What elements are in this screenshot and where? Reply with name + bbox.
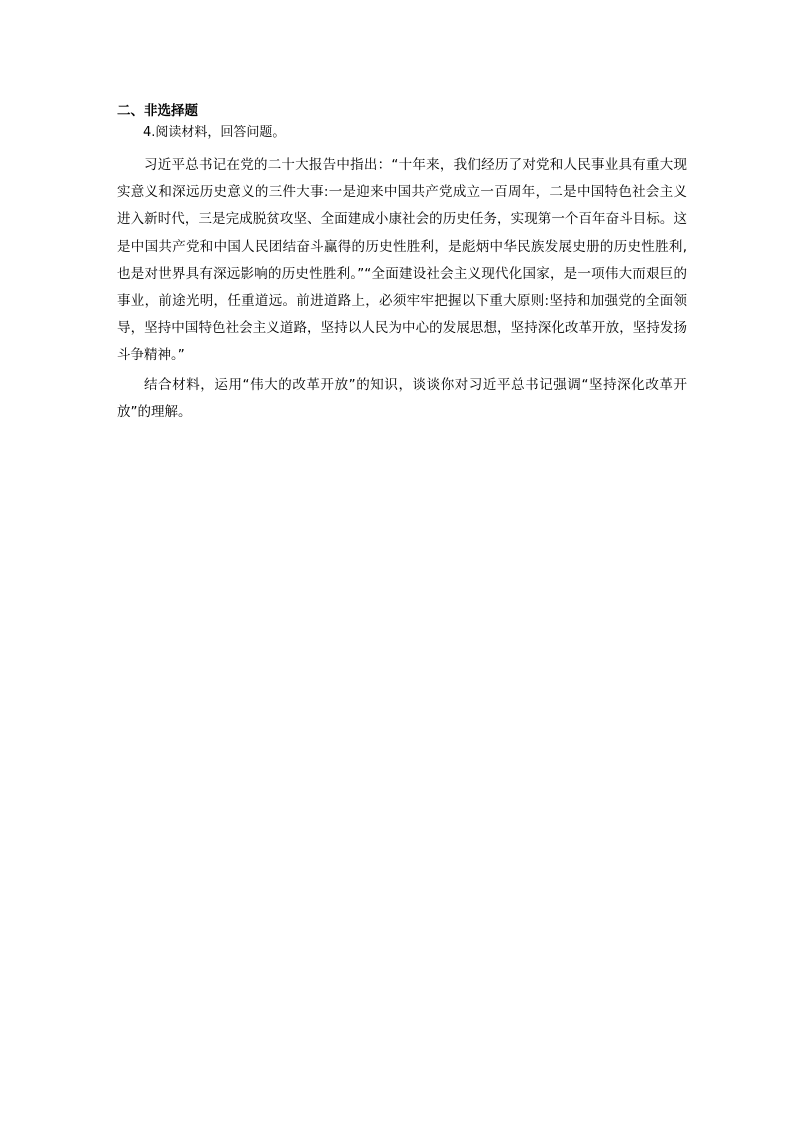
question-prompt: 结合材料，运用“伟大的改革开放”的知识，谈谈你对习近平总书记强调“坚持深化改革开放”的理解。 [117, 376, 687, 420]
section-heading: 二、非选择题 [117, 103, 198, 119]
document-page [117, 100, 687, 426]
reading-material: 习近平总书记在党的二十大报告中指出：“十年来，我们经历了对党和人民事业具有重大现实意义和深远历史意义的三件大事:一是迎来中国共产党成立一百周年，二是中国特色社会主义进入新时代，三是完成脱贫攻坚、全面建成小康社会的历史任务，实现第一个百年奋斗目标。这是中国共产党和中国人民团结奋斗赢得的历史性胜利，是彪炳中华民族发展史册的历史性胜利,也是对世界具有深远影响的历史性胜利。”“全面建设社会主义现代化国家，是一项伟大而艰巨的事业，前途光明，任重道远。前进道路上，必须牢牢把握以下重大原则:坚持和加强党的全面领导，坚持中国特色社会主义道路，坚持以人民为中心的发展思想，坚持深化改革开放，坚持发扬斗争精神。” [117, 157, 687, 364]
question-number-line: 4.阅读材料，回答问题。 [143, 125, 286, 140]
